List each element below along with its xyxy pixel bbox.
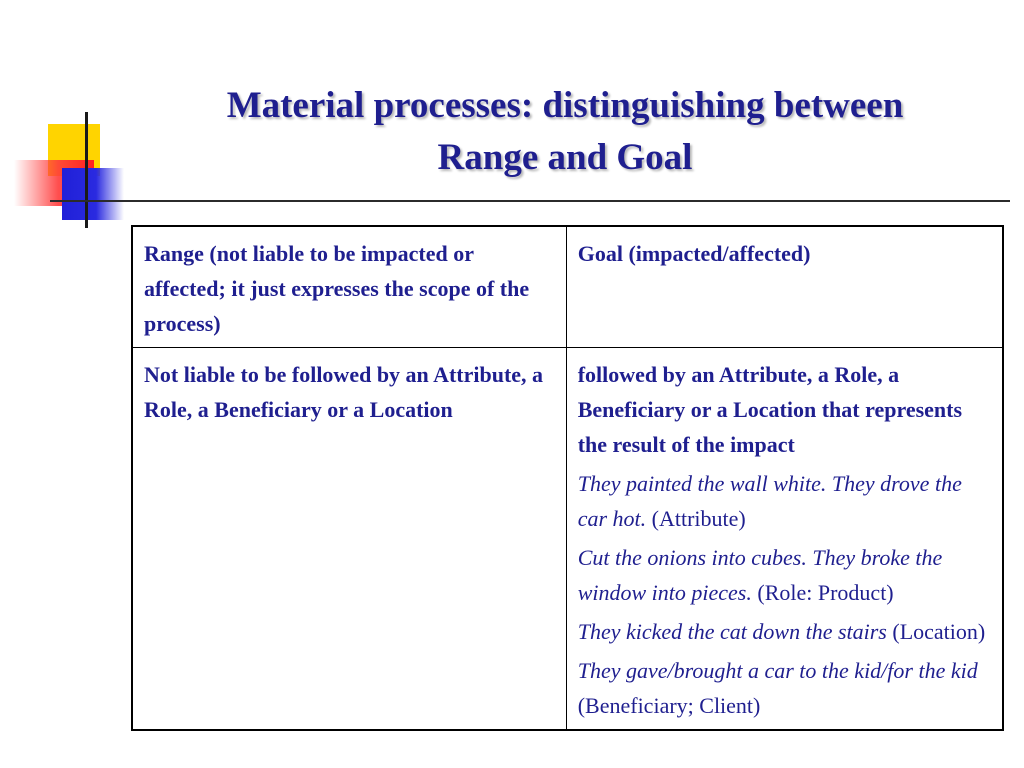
example-item xyxy=(578,653,994,723)
example-item xyxy=(578,540,994,610)
slide-title-line-1: Material processes: distinguishing between xyxy=(226,85,904,126)
example-sentence: Cut the onions into cubes. They broke the window into pieces. xyxy=(577,545,943,605)
slide-title xyxy=(130,80,1000,184)
slide-title-line-2: Range and Goal xyxy=(437,137,693,178)
example-item xyxy=(578,466,994,536)
example-item xyxy=(578,614,994,649)
example-label: (Role: Product) xyxy=(751,580,894,605)
blue-gradient-block xyxy=(62,168,124,220)
goal-description: followed by an Attribute, a Role, a Beneficiary or a Location that represents the result of the impact xyxy=(577,362,963,457)
range-header-cell: Range (not liable to be impacted or affected; it just expresses the scope of the process) xyxy=(132,226,566,348)
example-label: (Location) xyxy=(886,619,986,644)
example-label: (Beneficiary; Client) xyxy=(577,693,761,718)
table-row xyxy=(132,226,1003,348)
vertical-rule xyxy=(85,112,88,228)
example-sentence: They kicked the cat down the stairs xyxy=(577,619,887,644)
goal-description-cell xyxy=(566,348,1003,731)
title-divider-line xyxy=(50,200,1010,202)
example-sentence: They painted the wall white. They drove the car hot. xyxy=(577,471,962,531)
example-label: (Attribute) xyxy=(646,506,746,531)
range-description-cell: Not liable to be followed by an Attribute, a Role, a Beneficiary or a Location xyxy=(132,348,566,731)
decorative-corner-graphic xyxy=(0,0,140,240)
table-row xyxy=(132,348,1003,731)
range-goal-table xyxy=(131,225,1004,731)
goal-header-cell: Goal (impacted/affected) xyxy=(566,226,1003,348)
example-sentence: They gave/brought a car to the kid/for the kid xyxy=(577,658,978,683)
